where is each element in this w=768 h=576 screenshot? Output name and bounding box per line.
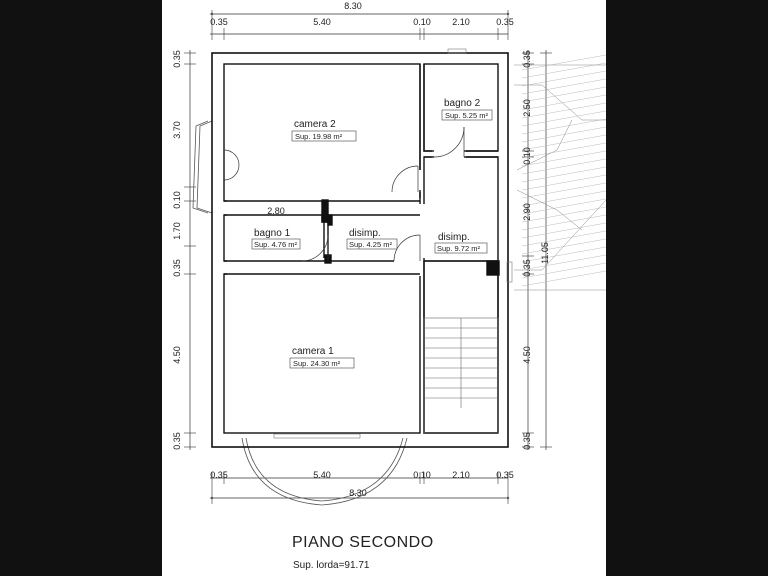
dim-bottom-5: 0.35 [496, 470, 514, 480]
room-area: Sup. 9.72 m² [437, 244, 480, 253]
room-name: bagno 2 [444, 98, 481, 109]
dim-left-4: 1.70 [172, 222, 182, 240]
room-camera-2 [292, 119, 356, 141]
openings [227, 148, 464, 276]
dim-bottom-2: 5.40 [313, 470, 331, 480]
dim-left-7: 0.35 [172, 432, 182, 450]
dim-right-3: 0.10 [522, 147, 532, 165]
plan-title: PIANO SECONDO [292, 534, 434, 551]
dimension-lines [184, 10, 552, 504]
room-bagno-2 [442, 98, 492, 120]
dim-right-2: 2.50 [522, 99, 532, 117]
dim-right-7: 0.35 [522, 432, 532, 450]
room-name: disimp. [349, 228, 381, 239]
dim-right-4: 2.90 [522, 203, 532, 221]
dim-bottom-4: 2.10 [452, 470, 470, 480]
room-disimp-1 [347, 228, 397, 249]
dim-right-total: 11.05 [540, 242, 550, 264]
room-area: Sup. 19.98 m² [295, 132, 343, 141]
dim-left-2: 3.70 [172, 121, 182, 139]
room-camera-1 [290, 346, 354, 368]
dim-bottom-3: 0.10 [413, 470, 431, 480]
dim-left-6: 4.50 [172, 346, 182, 364]
floor-plan [162, 0, 606, 576]
dim-right-6: 4.50 [522, 346, 532, 364]
staircase [424, 318, 498, 433]
dim-right-1: 0.35 [522, 50, 532, 68]
bay-window [193, 121, 212, 213]
dim-top-total: 8.30 [344, 1, 362, 11]
room-area: Sup. 5.25 m² [445, 111, 488, 120]
dim-top-4: 2.10 [452, 17, 470, 27]
room-name: disimp. [438, 232, 470, 243]
dim-left-5: 0.35 [172, 259, 182, 277]
dim-bottom-1: 0.35 [210, 470, 228, 480]
dim-top-1: 0.35 [210, 17, 228, 27]
room-name: camera 1 [292, 346, 334, 357]
room-bagno-1 [252, 228, 300, 249]
room-disimp-2 [435, 232, 487, 253]
dim-right-5: 0.35 [522, 259, 532, 277]
room-name: bagno 1 [254, 228, 291, 239]
dim-left-3: 0.10 [172, 191, 182, 209]
dimension-ticks [211, 13, 509, 499]
dim-top-3: 0.10 [413, 17, 431, 27]
dim-top-2: 5.40 [313, 17, 331, 27]
room-area: Sup. 4.25 m² [349, 240, 392, 249]
gross-area: Sup. lorda=91.71 [293, 560, 370, 571]
drawing-sheet [162, 0, 606, 576]
room-name: camera 2 [294, 119, 336, 130]
room-area: Sup. 24.30 m² [293, 359, 341, 368]
dim-inner: 2.80 [267, 206, 285, 216]
dim-left-1: 0.35 [172, 50, 182, 68]
room-area: Sup. 4.76 m² [254, 240, 297, 249]
dim-top-5: 0.35 [496, 17, 514, 27]
dim-bottom-total: 8.30 [349, 488, 367, 498]
